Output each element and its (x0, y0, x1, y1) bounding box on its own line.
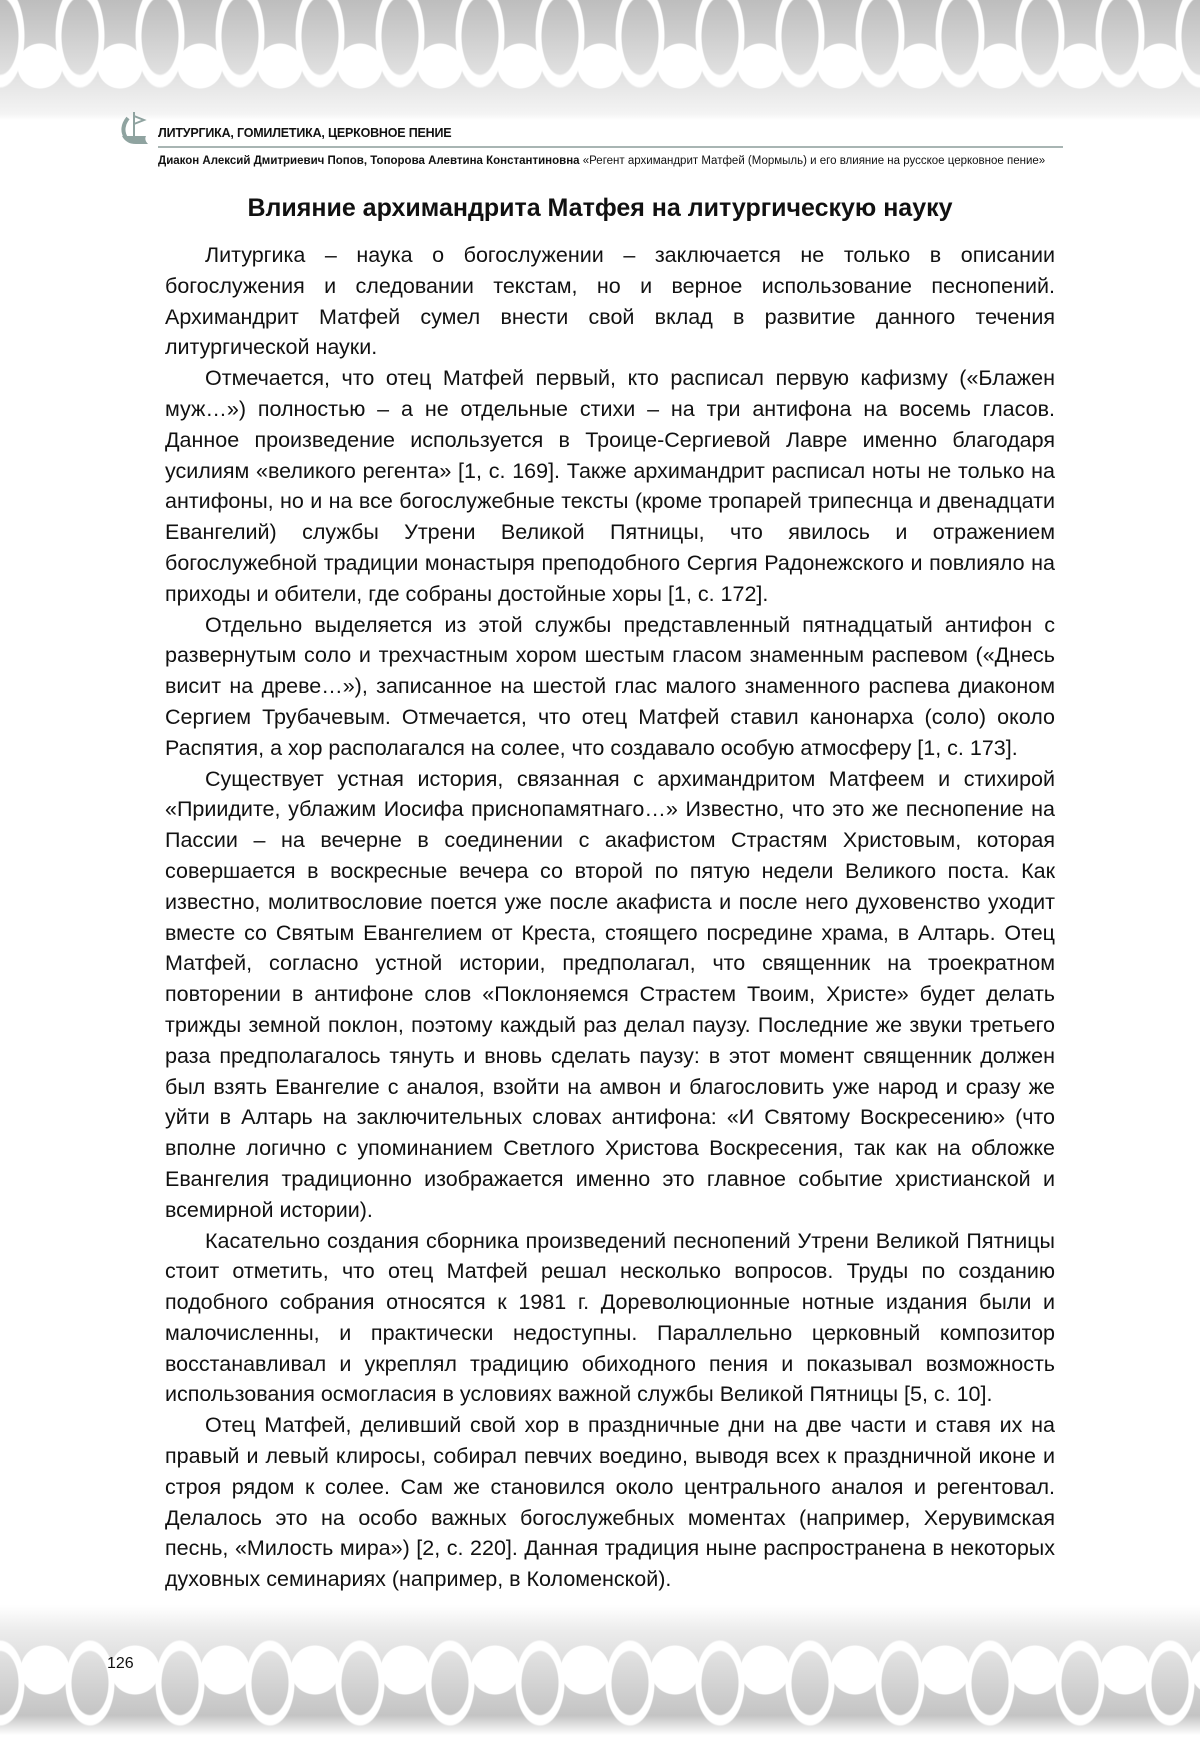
paragraph: Существует устная история, связанная с архимандритом Матфеем и стихирой «Приидите, ублажим Иосифа приснопамятнаго…» Известно, что это же песнопение на Пассии – на вечерне в соединении с акафистом Страстям Христовым, которая совершается в воскресные вечера со второй по пятую недели Великого поста. Как известно, молитвословие поется уже после акафиста и после него духовенство уходит вместе со Святым Евангелием от Креста, стоящего посредине храма, в Алтарь. Отец Матфей, согласно устной истории, предполагал, что священник на троекратном повторении в антифоне слов «Поклоняемся Страстем Твоим, Христе» будет делать трижды земной поклон, поэтому каждый раз делал паузу. Последние же звуки третьего раза предполагалось тянуть и вновь сделать паузу: в этот момент священник должен был взять Евангелие с аналоя, взойти на амвон и благословить уже народ и сразу же уйти в Алтарь на заключительных словах антифона: «И Святому Воскресению» (что вполне логично с упоминанием Светлого Христова Воскресения, так как на обложке Евангелия традиционно изображается именно это главное событие христианской и всемирной истории). (165, 764, 1055, 1226)
paragraph: Литургика – наука о богослужении – заключается не только в описании богослужения и следовании текстам, но и верное использование песнопений. Архимандрит Матфей сумел внести свой вклад в развитие данного течения литургической науки. (165, 240, 1055, 363)
page-title: Влияние архимандрита Матфея на литургическую науку (0, 194, 1200, 223)
ornament-header (0, 0, 1200, 120)
article-title: «Регент архимандрит Матфей (Мормыль) и его влияние на русское церковное пение» (583, 155, 1045, 167)
header-rule (158, 146, 1063, 148)
paragraph: Отмечается, что отец Матфей первый, кто расписал первую кафизму («Блажен муж…») полностью – а не отдельные стихи – на три антифона на восемь гласов. Данное произведение используется в Троице-Сергиевой Лавре именно благодаря усилиям «великого регента» [1, с. 169]. Также архимандрит расписал ноты не только на антифоны, но и на все богослужебные тексты (кроме тропарей трипеснца и двенадцати Евангелий) службы Утрени Великой Пятницы, что явилось и отражением богослужебной традиции монастыря преподобного Сергия Радонежского и повлияло на приходы и обители, где собраны достойные хоры [1, с. 172]. (165, 363, 1055, 609)
ornament-footer (0, 1605, 1200, 1735)
article-reference (158, 153, 1063, 169)
section-heading: ЛИТУРГИКА, ГОМИЛЕТИКА, ЦЕРКОВНОЕ ПЕНИЕ (158, 126, 451, 140)
authors: Диакон Алексий Дмитриевич Попов, Топорова Алевтина Константиновна (158, 155, 580, 167)
paragraph: Отец Матфей, деливший свой хор в праздничные дни на две части и ставя их на правый и левый клиросы, собирал певчих воедино, выводя всех к праздничной иконе и строя рядом к солее. Сам же становился около центрального аналоя и регентовал. Делалось это на особо важных богослужебных моментах (например, Херувимская песнь, «Милость мира») [2, с. 220]. Данная традиция ныне распространена в некоторых духовных семинариях (например, в Коломенской). (165, 1410, 1055, 1595)
paragraph: Касательно создания сборника произведений песнопений Утрени Великой Пятницы стоит отметить, что отец Матфей решал несколько вопросов. Труды по созданию подобного собрания относятся к 1981 г. Дореволюционные нотные издания были и малочисленны, и практически недоступны. Параллельно церковный композитор восстанавливал и укреплял традицию обиходного пения и показывал возможность использования осмогласия в условиях важной службы Великой Пятницы [5, с. 10]. (165, 1226, 1055, 1411)
body-text (165, 240, 1055, 1595)
ship-logo-icon (118, 110, 154, 146)
page-number: 126 (107, 1655, 134, 1673)
paragraph: Отдельно выделяется из этой службы представленный пятнадцатый антифон с развернутым соло и трехчастным хором шестым гласом знаменным распевом («Днесь висит на древе…»), записанное на шестой глас малого знаменного распева диаконом Сергием Трубачевым. Отмечается, что отец Матфей ставил канонарха (соло) около Распятия, а хор располагался на солее, что создавало особую атмосферу [1, с. 173]. (165, 610, 1055, 764)
